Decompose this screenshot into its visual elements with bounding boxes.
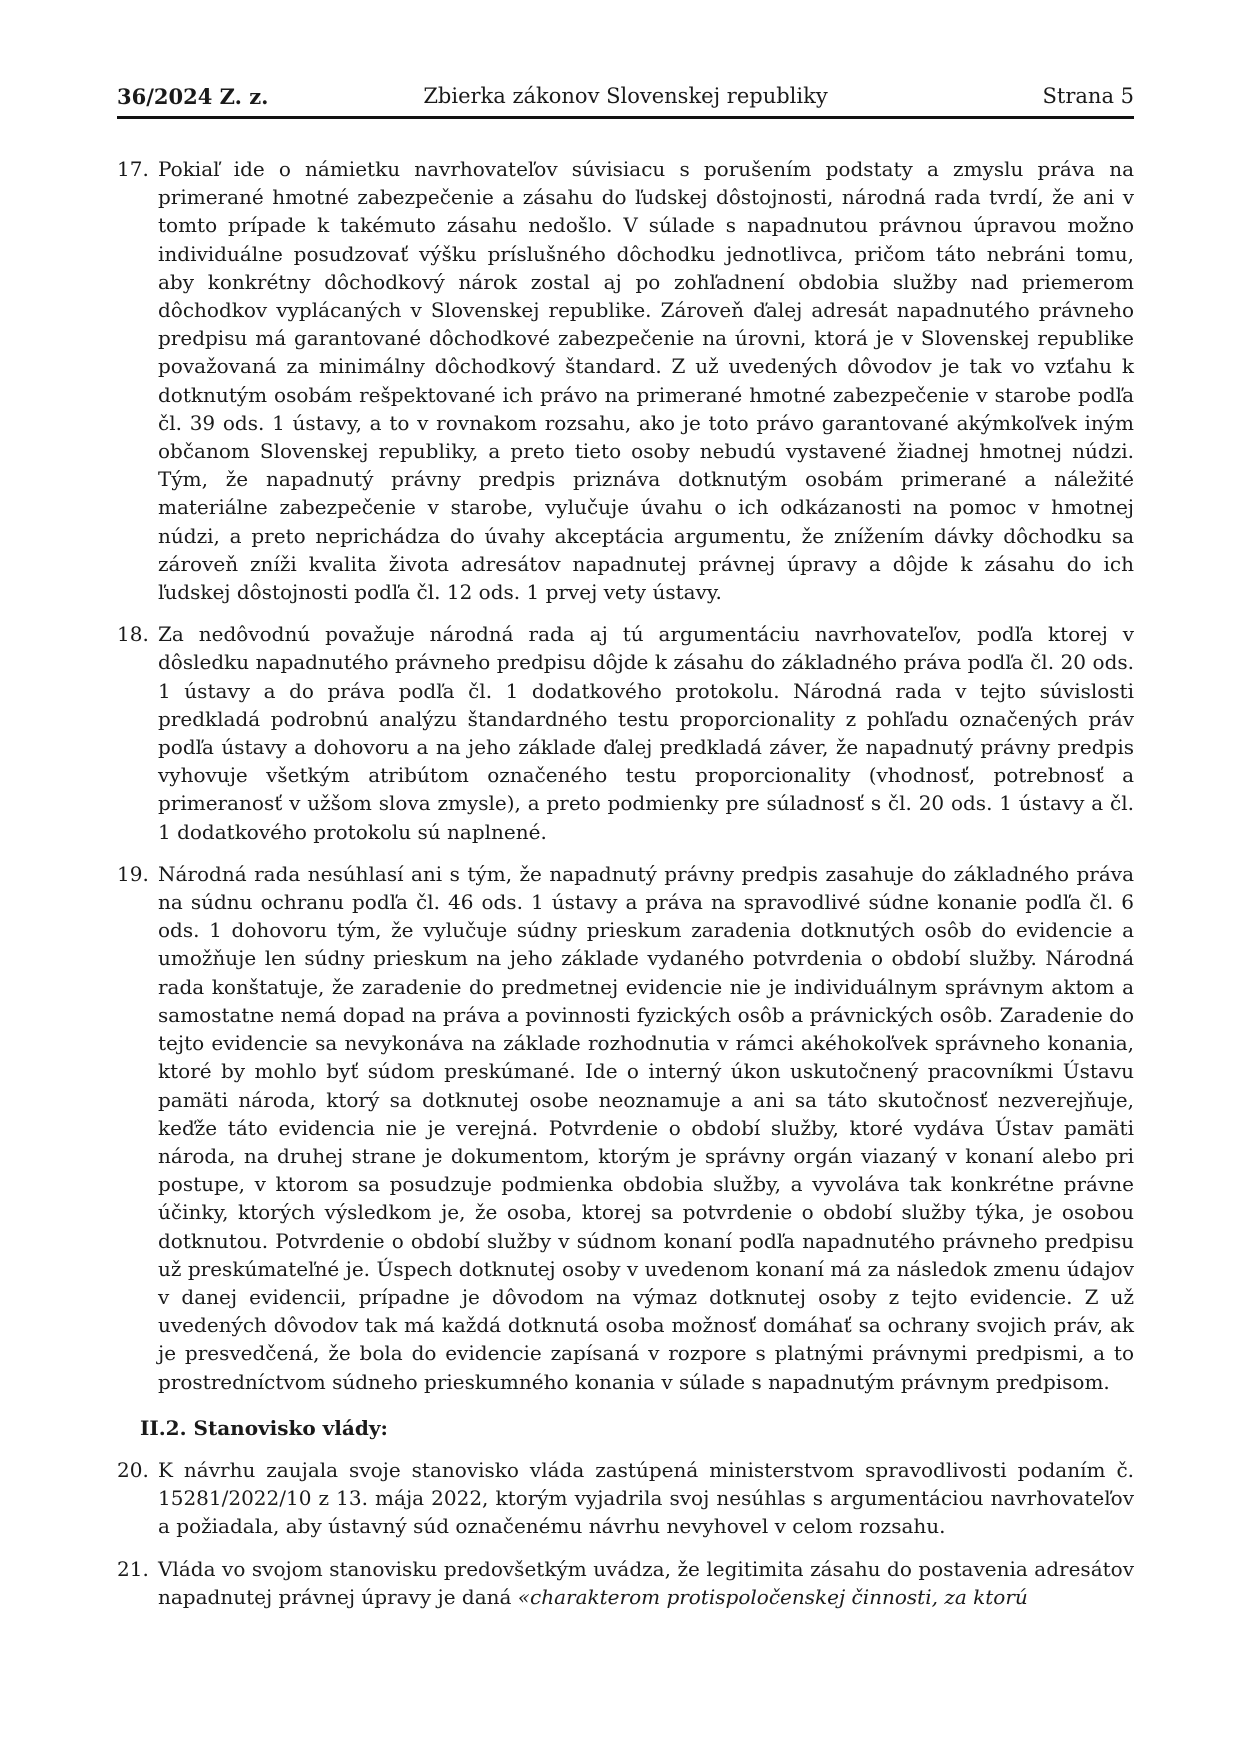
paragraph-number: 19. <box>117 861 149 886</box>
paragraph-number: 20. <box>117 1457 149 1482</box>
paragraph-text: Pokiaľ ide o námietku navrhovateľov súvisiacu s porušením podstaty a zmyslu práva na primerané hmotné zabezpečenie a zásahu do ľudskej dôstojnosti, národná rada tvrdí, že ani v tomto prípade k takémuto zásahu nedošlo. V súlade s napadnutou právnou úpravou možno individuálne posudzovať výšku príslušného dôchodku jednotlivca, pričom táto nebráni tomu, aby konkrétny dôchodkový nárok zostal aj po zohľadnení obdobia služby nad priemerom dôchodkov vyplácaných v Slovenskej republike. Zároveň ďalej adresát napadnutého právneho predpisu má garantované dôchodkové zabezpečenie na úrovni, ktorá je v Slovenskej republike považovaná za minimálny dôchodkový štandard. Z už uvedených dôvodov je tak vo vzťahu k dotknutým osobám rešpektované ich právo na primerané hmotné zabezpečenie v starobe podľa čl. 39 ods. 1 ústavy, a to v rovnakom rozsahu, ako je toto právo garantované akýmkoľvek iným občanom Slovenskej republiky, a preto tieto osoby nebudú vystavené žiadnej hmotnej núdzi. Tým, že napadnutý právny predpis priznáva dotknutým osobám primerané a náležité materiálne zabezpečenie v starobe, vylučuje úvahu o ich odkázanosti na pomoc v hmotnej núdzi, a preto neprichádza do úvahy akceptácia argumentu, že znížením dávky dôchodku sa zároveň zníži kvalita života adresátov napadnutej právnej úpravy a dôjde k zásahu do ich ľudskej dôstojnosti podľa čl. 12 ods. 1 prvej vety ústavy. <box>158 157 1134 605</box>
page-header <box>117 84 1134 119</box>
issue-number: 36/2024 Z. z. <box>117 84 269 109</box>
paragraph-19 <box>117 860 1134 1396</box>
paragraph-text: K návrhu zaujala svoje stanovisko vláda zastúpená ministerstvom spravodlivosti podaním č. 15281/2022/10 z 13. mája 2022, ktorým vyjadrila svoj nesúhlas s argumentáciou navrhovateľov a požiadala, aby ústavný súd označenému návrhu nevyhovel v celom rozsahu. <box>158 1457 1134 1539</box>
paragraph-number: 21. <box>117 1556 149 1581</box>
paragraph-18 <box>117 620 1134 846</box>
paragraph-text: Národná rada nesúhlasí ani s tým, že napadnutý právny predpis zasahuje do základného práva na súdnu ochranu podľa čl. 46 ods. 1 ústavy a práva na spravodlivé súdne konanie podľa čl. 6 ods. 1 dohovoru tým, že vylučuje súdny prieskum zaradenia dotknutých osôb do evidencie a umožňuje len súdny prieskum na jeho základe vydaného potvrdenia o období služby. Národná rada konštatuje, že zaradenie do predmetnej evidencie nie je individuálnym správnym aktom a samostatne nemá dopad na práva a povinnosti fyzických osôb a právnických osôb. Zaradenie do tejto evidencie sa nevykonáva na základe rozhodnutia v rámci akéhokoľvek správneho konania, ktoré by mohlo byť súdom preskúmané. Ide o interný úkon uskutočnený pracovníkmi Ústavu pamäti národa, ktorý sa dotknutej osobe neoznamuje a ani sa táto skutočnosť nezverejňuje, keďže táto evidencia nie je verejná. Potvrdenie o období služby, ktoré vydáva Ústav pamäti národa, na druhej strane je dokumentom, ktorým je správny orgán viazaný v konaní alebo pri postupe, v ktorom sa posudzuje podmienka obdobia služby, a vyvoláva tak konkrétne právne účinky, ktorých výsledkom je, že osoba, ktorej sa potvrdenie o období služby týka, je osobou dotknutou. Potvrdenie o období služby v súdnom konaní podľa napadnutého právneho predpisu už preskúmateľné je. Úspech dotknutej osoby v uvedenom konaní má za následok zmenu údajov v danej evidencii, prípadne je dôvodom na výmaz dotknutej osoby z tejto evidencie. Z už uvedených dôvodov tak má každá dotknutá osoba možnosť domáhať sa ochrany svojich práv, ak je presvedčená, že bola do evidencie zapísaná v rozpore s platnými právnymi predpismi, a to prostredníctvom súdneho prieskumného konania v súlade s napadnutým právnym predpisom. <box>158 861 1134 1394</box>
paragraph-number: 18. <box>117 622 149 647</box>
paragraph-text: Za nedôvodnú považuje národná rada aj tú argumentáciu navrhovateľov, podľa ktorej v dôsledku napadnutého právneho predpisu dôjde k zásahu do základného práva podľa čl. 20 ods. 1 ústavy a do práva podľa čl. 1 dodatkového protokolu. Národná rada v tejto súvislosti predkladá podrobnú analýzu štandardného testu proporcionality z pohľadu označených práv podľa ústavy a dohovoru a na jeho základe ďalej predkladá záver, že napadnutý právny predpis vyhovuje všetkým atribútom označeného testu proporcionality (vhodnosť, potrebnosť a primeranosť v užšom slova zmysle), a preto podmienky pre súladnosť s čl. 20 ods. 1 ústavy a čl. 1 dodatkového protokolu sú naplnené. <box>158 622 1134 844</box>
section-heading: II.2. Stanovisko vlády: <box>140 1415 388 1440</box>
paragraph-number: 17. <box>117 157 149 181</box>
paragraph-20 <box>117 1456 1134 1541</box>
paragraph-17 <box>117 155 1134 606</box>
paragraph-text: Vláda vo svojom stanovisku predovšetkým uvádza, že legitimita zásahu do postavenia adresátov napadnutej právnej úpravy je daná <box>158 1556 1134 1609</box>
page-number: Strana 5 <box>1042 84 1134 108</box>
quoted-text: «charakterom protispoločenskej činnosti, za ktorú <box>517 1584 1028 1609</box>
publication-title: Zbierka zákonov Slovenskej republiky <box>423 84 828 108</box>
paragraph-21 <box>117 1555 1134 1611</box>
document-body <box>117 155 1134 1625</box>
